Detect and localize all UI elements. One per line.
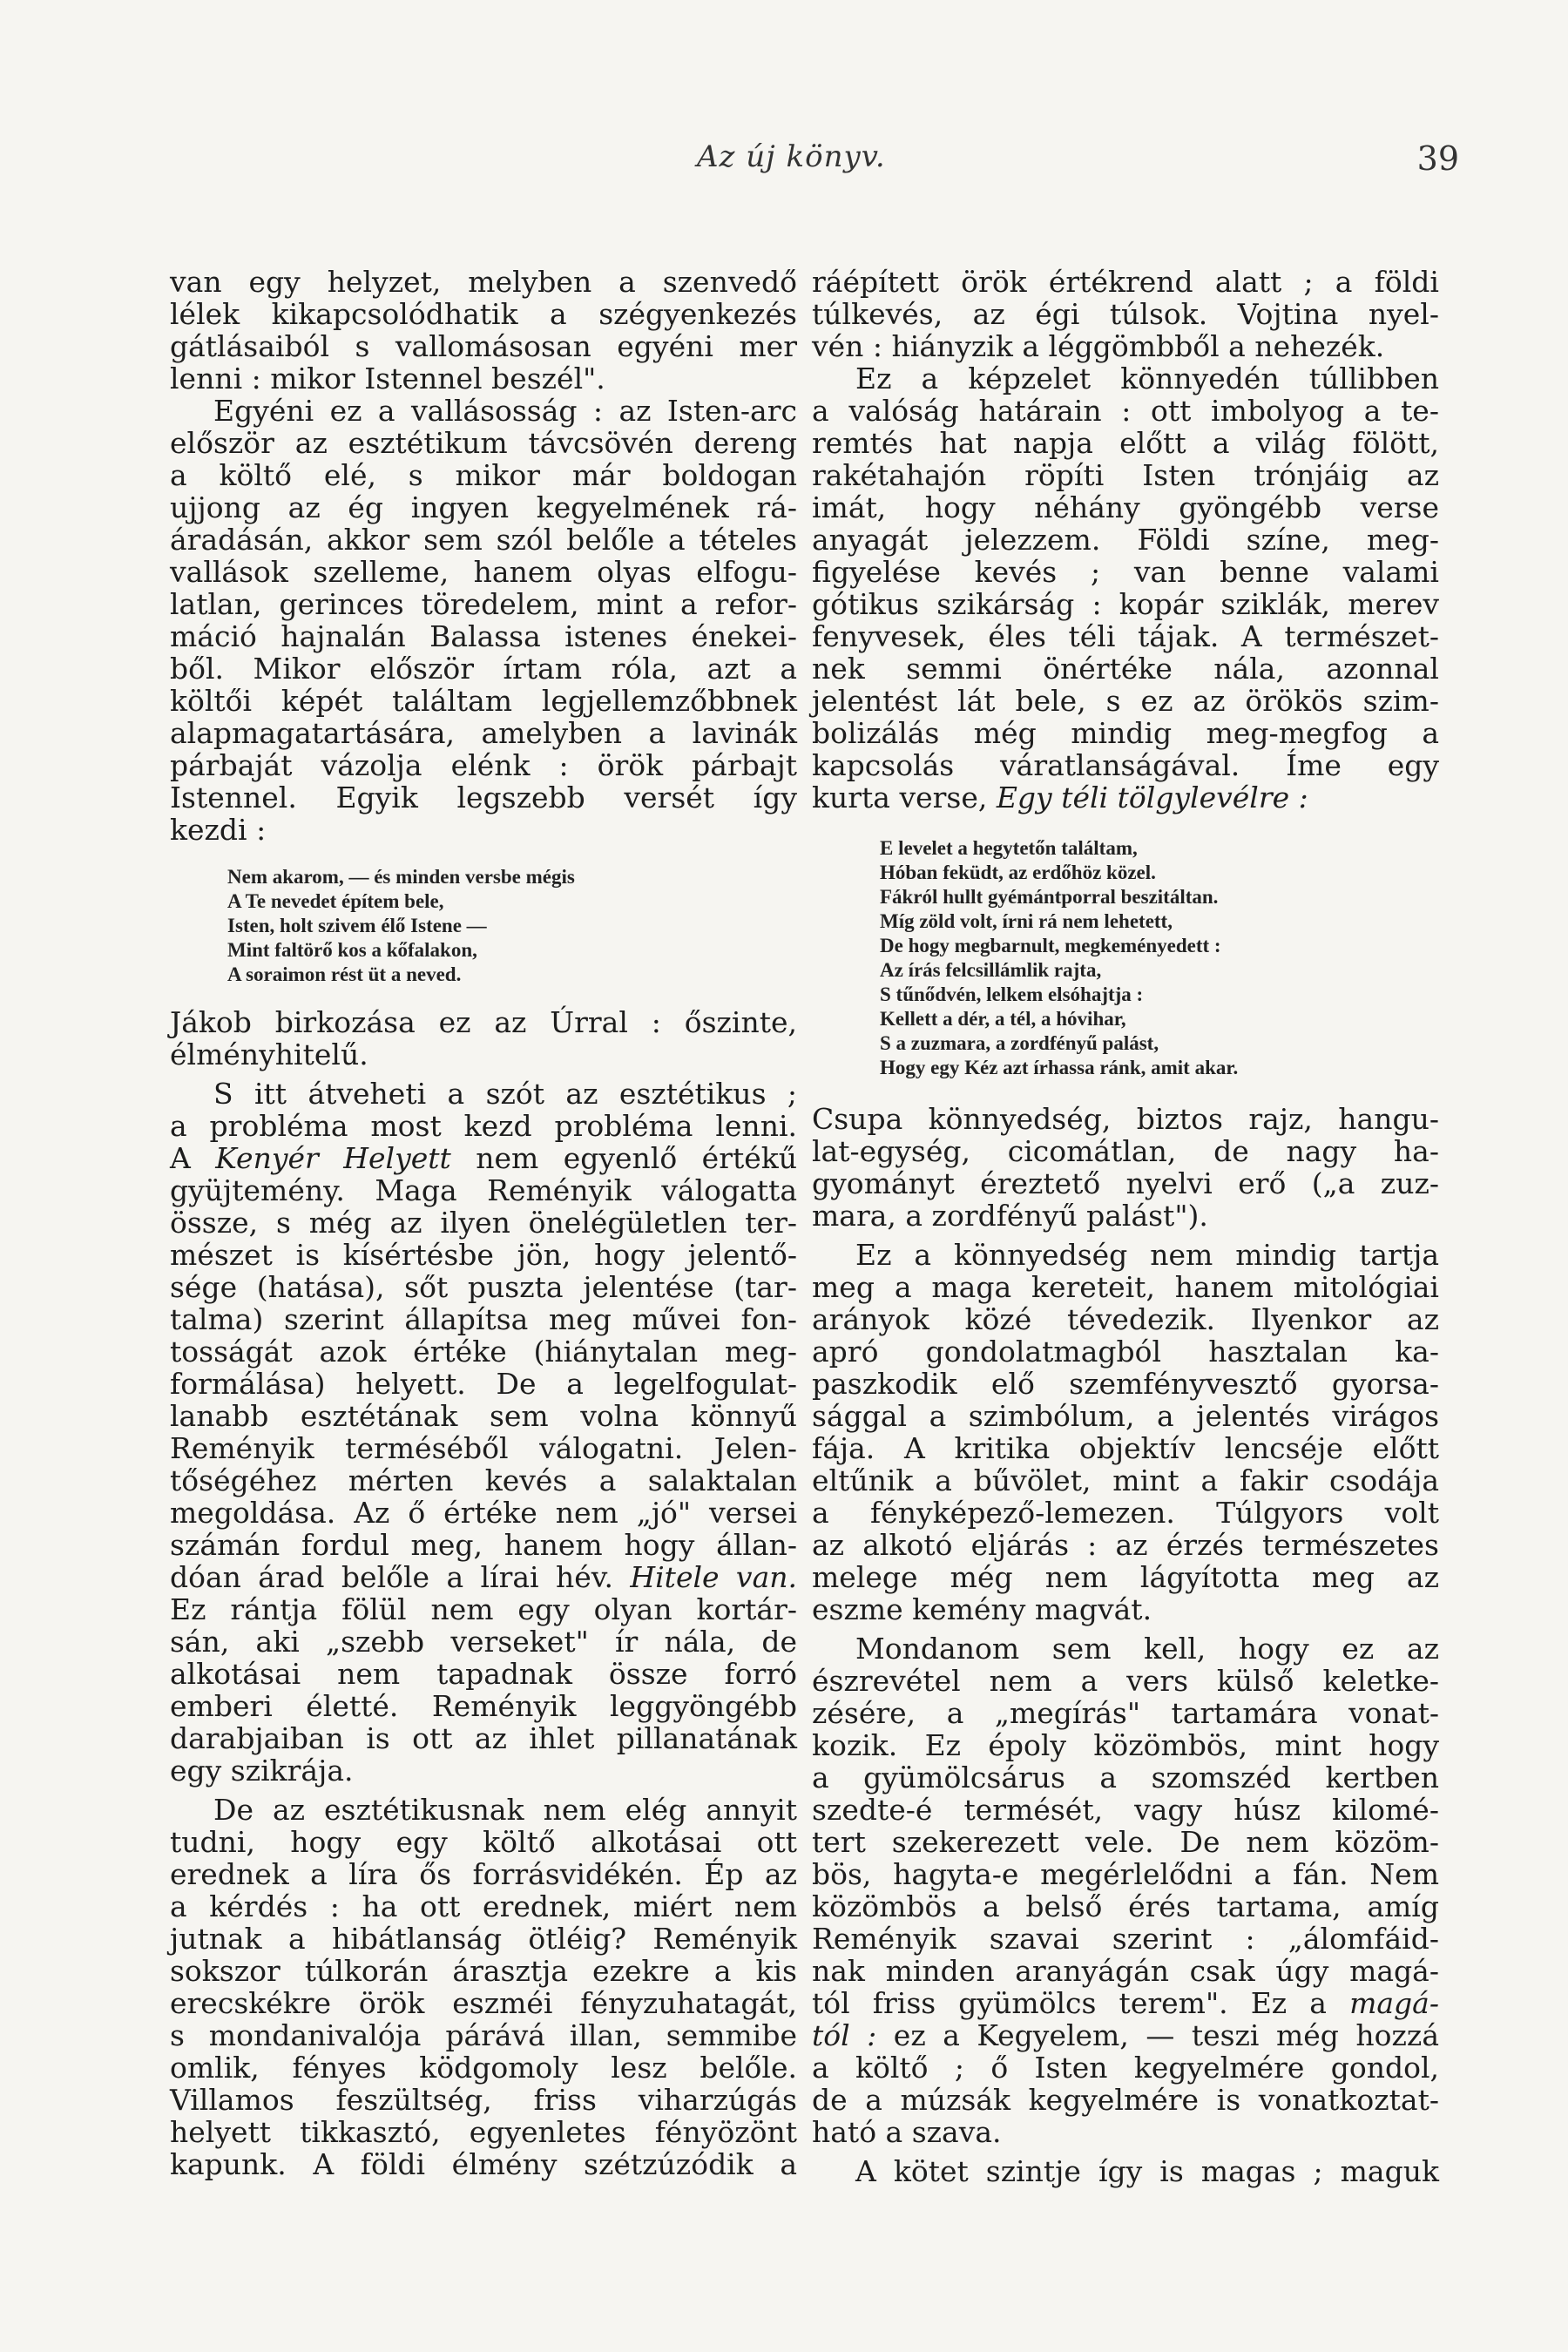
paragraph bbox=[170, 1006, 797, 1071]
text-line: sége (hatása), sőt puszta jelentése (tar- bbox=[170, 1270, 797, 1304]
text-line: formálása) helyett. De a legelfogulat- bbox=[170, 1367, 797, 1401]
text-line: tert szekerezett vele. De nem közöm- bbox=[812, 1825, 1439, 1859]
text-line: zésére, a „megírás" tartamára vonat- bbox=[812, 1696, 1439, 1730]
text-line: a költő elé, s mikor már boldogan bbox=[170, 458, 797, 492]
poem-line: Mint faltörő kos a kőfalakon, bbox=[227, 939, 477, 961]
text-line: a probléma most kezd probléma lenni. bbox=[170, 1109, 797, 1143]
poem-line: Míg zöld volt, írni rá nem lehetett, bbox=[880, 910, 1173, 932]
poem-line: Nem akarom, — és minden versbe mégis bbox=[227, 866, 575, 888]
text-line: mara, a zordfényű palást"). bbox=[812, 1199, 1208, 1233]
poem-quote bbox=[880, 836, 1439, 1080]
text-line: Reményik szavai szerint : „álomfáid- bbox=[812, 1922, 1439, 1956]
text-line: vén : hiányzik a léggömbből a nehezék. bbox=[812, 329, 1385, 363]
poem-line: S tűnődvén, lelkem elsóhajtja : bbox=[880, 983, 1144, 1005]
paragraph bbox=[170, 266, 797, 395]
text-line: tól : ez a Kegyelem, — teszi még hozzá bbox=[812, 2018, 1439, 2052]
text-line: S itt átveheti a szót az esztétikus ; bbox=[213, 1077, 797, 1111]
text-line: először az esztétikum távcsövén dereng bbox=[170, 426, 797, 460]
text-line: közömbös a belső érés tartama, amíg bbox=[812, 1889, 1439, 1923]
text-line: költői képét találtam legjellemzőbbnek bbox=[170, 684, 797, 718]
text-line: paszkodik elő szemfényvesztő gyorsa- bbox=[812, 1367, 1439, 1401]
text-line: észrevétel nem a vers külső keletke- bbox=[812, 1664, 1439, 1698]
text-line: s mondanivalója párává illan, semmibe bbox=[170, 2018, 797, 2052]
poem-line: Hogy egy Kéz azt írhassa ránk, amit akar. bbox=[880, 1057, 1239, 1078]
text-line: tól friss gyümölcs terem". Ez a magá- bbox=[812, 1986, 1439, 2020]
text-line: élményhitelű. bbox=[170, 1037, 368, 1071]
paragraph bbox=[170, 1078, 797, 1787]
text-line: erecskékre örök eszméi fényzuhatagát, bbox=[170, 1986, 797, 2020]
text-line: Ez rántja fölül nem egy olyan kortár- bbox=[170, 1592, 797, 1626]
paragraph bbox=[170, 1794, 797, 2180]
text-line: apró gondolatmagból hasztalan ka- bbox=[812, 1335, 1439, 1369]
text-line: imát, hogy néhány gyöngébb verse bbox=[812, 490, 1439, 524]
text-line: Csupa könnyedség, biztos rajz, hangu- bbox=[812, 1102, 1439, 1136]
poem-line: Kellett a dér, a tél, a hóvihar, bbox=[880, 1008, 1126, 1030]
text-line: tudni, hogy egy költő alkotásai ott bbox=[170, 1825, 797, 1859]
text-line: a fényképező-lemezen. Túlgyors volt bbox=[812, 1496, 1439, 1530]
text-line: van egy helyzet, melyben a szenvedő bbox=[170, 265, 797, 299]
text-line: meg a maga kereteit, hanem mitológiai bbox=[812, 1270, 1439, 1304]
text-line: Egyéni ez a vallásosság : az Isten-arc bbox=[213, 394, 797, 428]
page-number: 39 bbox=[1416, 139, 1459, 178]
text-line: fája. A kritika objektív lencséje előtt bbox=[812, 1431, 1439, 1465]
text-line: máció hajnalán Balassa istenes énekei- bbox=[170, 619, 797, 653]
text-line: melege még nem lágyította meg az bbox=[812, 1560, 1439, 1594]
text-line: de a múzsák kegyelmére is vonatkoztat- bbox=[812, 2083, 1439, 2117]
text-line: gyüjtemény. Maga Reményik válogatta bbox=[170, 1173, 797, 1207]
poem-line: Hóban feküdt, az erdőhöz közel. bbox=[880, 862, 1156, 883]
text-line: A kötet szintje így is magas ; maguk bbox=[855, 2154, 1439, 2188]
text-line: bös, hagyta-e megérlelődni a fán. Nem bbox=[812, 1857, 1439, 1891]
left-column bbox=[170, 266, 797, 2180]
text-line: párbaját vázolja elénk : örök párbajt bbox=[170, 748, 797, 782]
text-line: lélek kikapcsolódhatik a szégyenkezés bbox=[170, 297, 797, 331]
text-line: kurta verse, Egy téli tölgylevélre : bbox=[812, 781, 1308, 814]
text-line: sán, aki „szebb verseket" ír nála, de bbox=[170, 1625, 797, 1659]
text-line: bolizálás még mindig meg-megfog a bbox=[812, 716, 1439, 750]
text-line: lat-egység, cicomátlan, de nagy ha- bbox=[812, 1134, 1439, 1168]
text-line: nek semmi önértéke nála, azonnal bbox=[812, 652, 1439, 686]
text-line: sággal a szimbólum, a jelentés virágos bbox=[812, 1399, 1439, 1433]
poem-line: A Te nevedet építem bele, bbox=[227, 890, 444, 912]
text-line: Ez a könnyedség nem mindig tartja bbox=[855, 1238, 1439, 1272]
text-line: gyományt éreztető nyelvi erő („a zuz- bbox=[812, 1166, 1439, 1200]
text-line: ható a szava. bbox=[812, 2115, 1002, 2149]
text-line: Jákob birkozása ez az Úrral : őszinte, bbox=[170, 1005, 797, 1039]
text-line: az alkotó eljárás : az érzés természetes bbox=[812, 1528, 1439, 1562]
text-line: talma) szerint állapítsa meg művei fon- bbox=[170, 1302, 797, 1336]
text-line: lenni : mikor Istennel beszél". bbox=[170, 362, 605, 395]
text-line: a kérdés : ha ott erednek, miért nem bbox=[170, 1889, 797, 1923]
emphasis-text: magá- bbox=[1349, 1986, 1439, 2020]
running-title: Az új könyv. bbox=[697, 139, 886, 174]
text-line: Reményik terméséből válogatni. Jelen- bbox=[170, 1431, 797, 1465]
book-title: Kenyér Helyett bbox=[215, 1141, 451, 1175]
text-line: egy szikrája. bbox=[170, 1754, 354, 1788]
paragraph bbox=[812, 1632, 1439, 2148]
text-line: eszme kemény magvát. bbox=[812, 1592, 1152, 1626]
text-line: ujjong az ég ingyen kegyelmének rá- bbox=[170, 490, 797, 524]
poem-line: Az írás felcsillámlik rajta, bbox=[880, 959, 1102, 981]
text-line: tőségéhez mérten kevés a salaktalan bbox=[170, 1463, 797, 1497]
text-line: omlik, fényes ködgomoly lesz belőle. bbox=[170, 2051, 797, 2085]
text-line: Ez a képzelet könnyedén túllibben bbox=[855, 362, 1439, 395]
paragraph bbox=[812, 266, 1439, 362]
text-line: Istennel. Egyik legszebb versét így bbox=[170, 781, 797, 814]
emphasis-text: Hitele van. bbox=[630, 1560, 797, 1594]
text-line: figyelése kevés ; van benne valami bbox=[812, 555, 1439, 589]
text-line: alkotásai nem tapadnak össze forró bbox=[170, 1657, 797, 1691]
poem-line: A soraimon rést üt a neved. bbox=[227, 963, 462, 985]
text-line: ből. Mikor először írtam róla, azt a bbox=[170, 652, 797, 686]
text-line: darabjaiban is ott az ihlet pillanatának bbox=[170, 1721, 797, 1755]
text-line: Mondanom sem kell, hogy ez az bbox=[855, 1632, 1439, 1666]
text-line: remtés hat napja előtt a világ fölött, bbox=[812, 426, 1439, 460]
text-line: dóan árad belőle a lírai hév. Hitele van. bbox=[170, 1560, 797, 1594]
text-line: vallások szelleme, hanem olyas elfogu- bbox=[170, 555, 797, 589]
text-line: a gyümölcsárus a szomszéd kertben bbox=[812, 1761, 1439, 1794]
poem-quote bbox=[227, 865, 797, 987]
text-line: mészet is kísértésbe jön, hogy jelentő- bbox=[170, 1238, 797, 1272]
text-line: a valóság határain : ott imbolyog a te- bbox=[812, 394, 1439, 428]
text-line: kezdi : bbox=[170, 813, 267, 847]
text-line: kapunk. A földi élmény szétzúzódik a bbox=[170, 2147, 797, 2181]
text-line: gátlásaiból s vallomásosan egyéni mer bbox=[170, 329, 797, 363]
text-line: jelentést lát bele, s ez az örökös szim- bbox=[812, 684, 1439, 718]
emphasis-text: tól : bbox=[812, 2018, 877, 2052]
text-line: gótikus szikárság : kopár sziklák, merev bbox=[812, 587, 1439, 621]
paragraph bbox=[812, 2155, 1439, 2187]
text-line: jutnak a hibátlanság ötléig? Reményik bbox=[170, 1922, 797, 1956]
text-line: eltűnik a bűvölet, mint a fakir csodája bbox=[812, 1463, 1439, 1497]
paragraph bbox=[812, 1103, 1439, 1232]
poem-line: Isten, holt szivem élő Istene — bbox=[227, 915, 487, 936]
poem-line: E levelet a hegytetőn találtam, bbox=[880, 837, 1138, 859]
text-line: helyett tikkasztó, egyenletes fényözönt bbox=[170, 2115, 797, 2149]
right-column bbox=[812, 266, 1439, 2187]
text-line: kapcsolás váratlanságával. Íme egy bbox=[812, 748, 1439, 782]
text-line: számán fordul meg, hanem hogy állan- bbox=[170, 1528, 797, 1562]
text-line: megoldása. Az ő értéke nem „jó" versei bbox=[170, 1496, 797, 1530]
text-line: sokszor túlkorán árasztja ezekre a kis bbox=[170, 1954, 797, 1988]
poem-line: S a zuzmara, a zordfényű palást, bbox=[880, 1032, 1159, 1054]
text-line: rakétahajón röpíti Isten trónjáig az bbox=[812, 458, 1439, 492]
text-line: a költő ; ő Isten kegyelmére gondol, bbox=[812, 2051, 1439, 2085]
text-line: De az esztétikusnak nem elég annyit bbox=[213, 1793, 797, 1827]
text-line: alapmagatartására, amelyben a lavinák bbox=[170, 716, 797, 750]
text-line: áradásán, akkor sem szól belőle a tételes bbox=[170, 523, 797, 557]
paragraph bbox=[812, 362, 1439, 814]
text-line: A Kenyér Helyett nem egyenlő értékű bbox=[170, 1141, 798, 1175]
text-line: szedte-é termését, vagy húsz kilomé- bbox=[812, 1793, 1439, 1827]
text-line: tosságát azok értéke (hiánytalan meg- bbox=[170, 1335, 797, 1369]
text-line: Villamos feszültség, friss viharzúgás bbox=[170, 2083, 797, 2117]
text-line: túlkevés, az égi túlsok. Vojtina nyel- bbox=[812, 297, 1439, 331]
text-line: ráépített örök értékrend alatt ; a földi bbox=[812, 265, 1439, 299]
text-line: nak minden aranyágán csak úgy magá- bbox=[812, 1954, 1439, 1988]
poem-line: Fákról hullt gyémántporral beszitáltan. bbox=[880, 886, 1219, 908]
text-line: kozik. Ez époly közömbös, mint hogy bbox=[812, 1728, 1439, 1762]
text-line: emberi életté. Reményik leggyöngébb bbox=[170, 1689, 797, 1723]
text-line: arányok közé tévedezik. Ilyenkor az bbox=[812, 1302, 1439, 1336]
paragraph bbox=[812, 1239, 1439, 1625]
text-line: össze, s még az ilyen önelégületlen ter- bbox=[170, 1206, 797, 1240]
poem-line: De hogy megbarnult, megkeményedett : bbox=[880, 935, 1221, 956]
text-line: anyagát jelezzem. Földi színe, meg- bbox=[812, 523, 1439, 557]
text-line: latlan, gerinces töredelem, mint a refor- bbox=[170, 587, 797, 621]
paragraph bbox=[170, 395, 797, 846]
text-line: lanabb esztétának sem volna könnyű bbox=[170, 1399, 797, 1433]
poem-title: Egy téli tölgylevélre : bbox=[996, 781, 1308, 814]
text-line: erednek a líra ős forrásvidékén. Ép az bbox=[170, 1857, 797, 1891]
text-line: fenyvesek, éles téli tájak. A természet- bbox=[812, 619, 1439, 653]
